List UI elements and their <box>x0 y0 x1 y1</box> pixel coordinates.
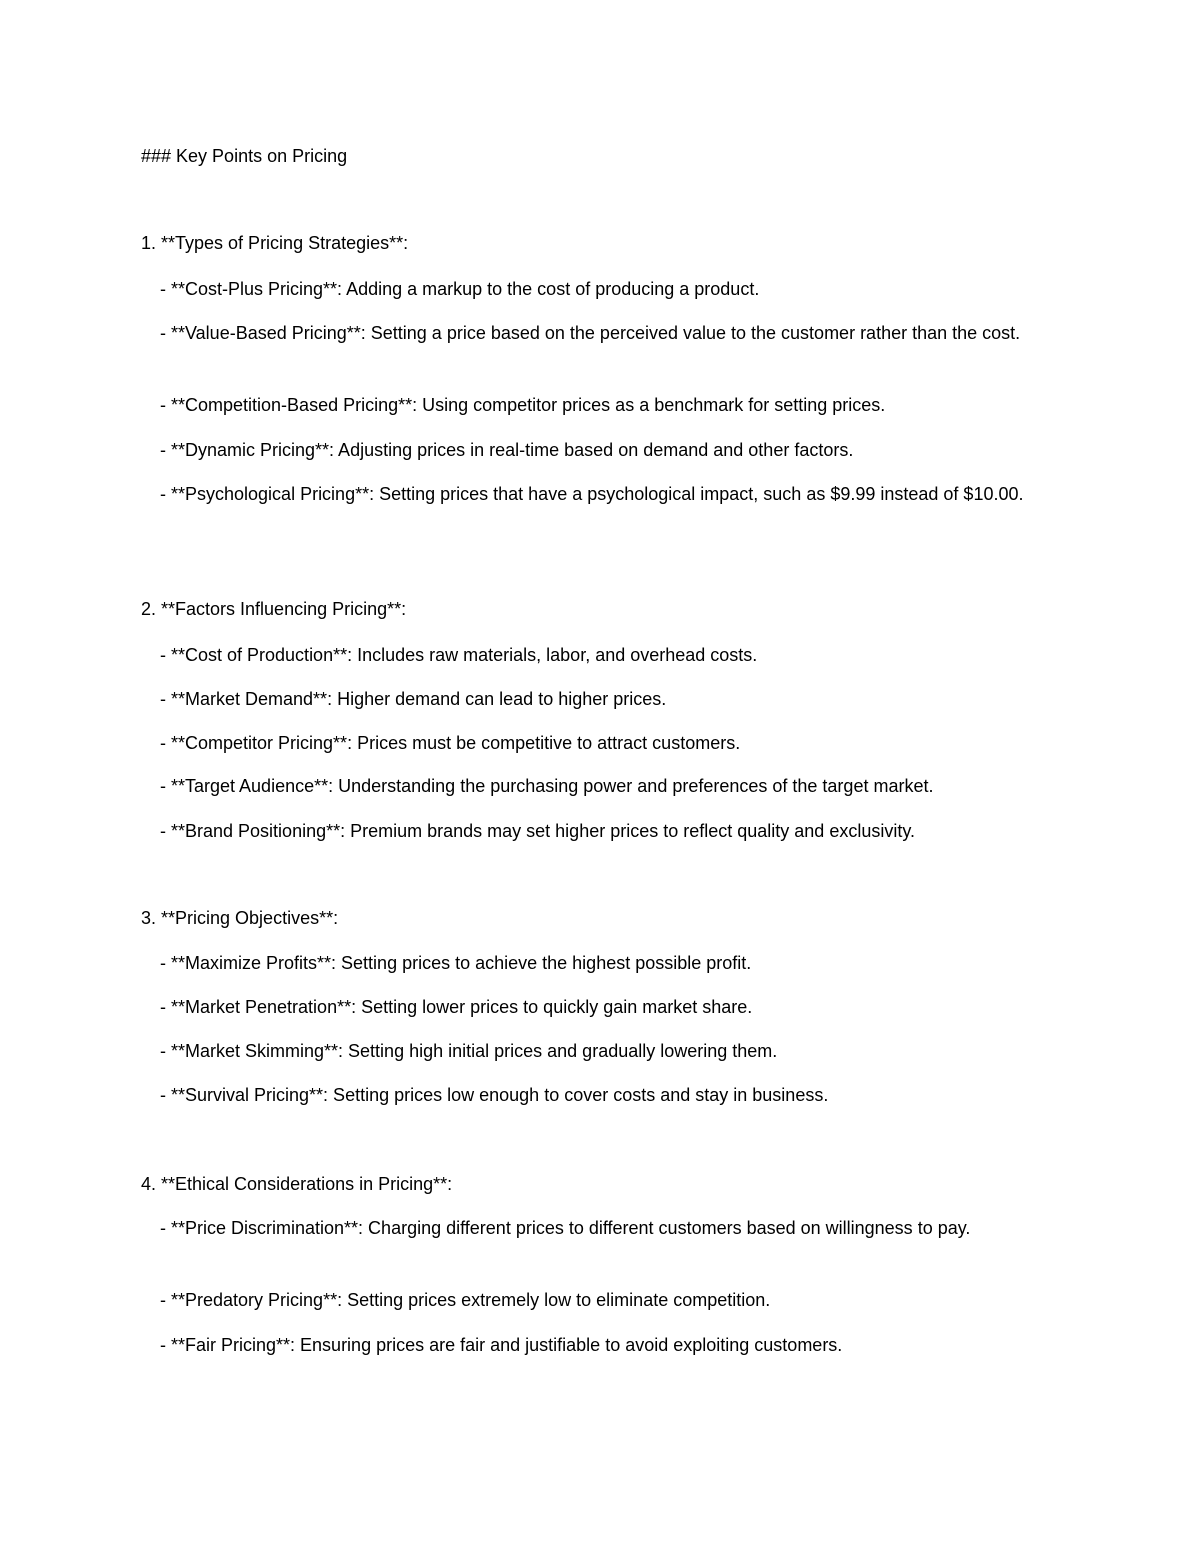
list-item: - **Market Demand**: Higher demand can lead to higher prices. <box>160 689 667 709</box>
list-item: - **Fair Pricing**: Ensuring prices are fair and justifiable to avoid exploiting customers. <box>160 1335 843 1355</box>
list-item: - **Brand Positioning**: Premium brands may set higher prices to reflect quality and exclusivity. <box>160 821 916 841</box>
list-item: - **Cost of Production**: Includes raw materials, labor, and overhead costs. <box>160 645 758 665</box>
list-item: - **Market Penetration**: Setting lower prices to quickly gain market share. <box>160 997 753 1017</box>
section-title: 4. **Ethical Considerations in Pricing**: <box>141 1174 453 1194</box>
list-item: - **Psychological Pricing**: Setting prices that have a psychological impact, such as $9.99 instead of $10.00. <box>160 484 1024 504</box>
list-item: - **Cost-Plus Pricing**: Adding a markup to the cost of producing a product. <box>160 279 760 299</box>
list-item: - **Predatory Pricing**: Setting prices extremely low to eliminate competition. <box>160 1290 771 1310</box>
list-item: - **Maximize Profits**: Setting prices to achieve the highest possible profit. <box>160 953 752 973</box>
list-item: - **Target Audience**: Understanding the purchasing power and preferences of the target market. <box>160 776 934 796</box>
section-title: 1. **Types of Pricing Strategies**: <box>141 233 409 253</box>
list-item: - **Survival Pricing**: Setting prices low enough to cover costs and stay in business. <box>160 1085 829 1105</box>
document-heading: ### Key Points on Pricing <box>141 146 348 166</box>
list-item: - **Dynamic Pricing**: Adjusting prices in real-time based on demand and other factors. <box>160 440 854 460</box>
section-title: 3. **Pricing Objectives**: <box>141 908 339 928</box>
list-item: - **Competition-Based Pricing**: Using competitor prices as a benchmark for setting prices. <box>160 395 886 415</box>
section-title: 2. **Factors Influencing Pricing**: <box>141 599 407 619</box>
list-item: - **Competitor Pricing**: Prices must be competitive to attract customers. <box>160 733 741 753</box>
list-item: - **Value-Based Pricing**: Setting a price based on the perceived value to the customer rather than the cost. <box>160 323 1021 343</box>
list-item: - **Market Skimming**: Setting high initial prices and gradually lowering them. <box>160 1041 778 1061</box>
list-item: - **Price Discrimination**: Charging different prices to different customers based on willingness to pay. <box>160 1218 971 1238</box>
